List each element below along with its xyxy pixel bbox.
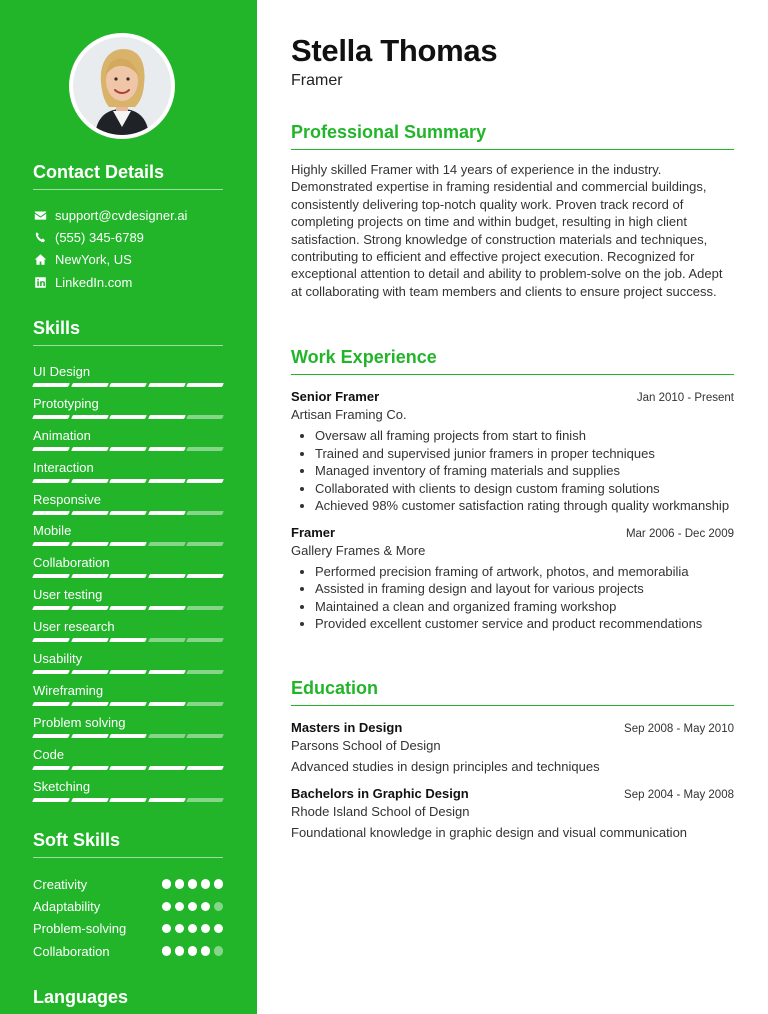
education-date: Sep 2008 - May 2010 xyxy=(624,723,734,735)
skill-level-segment xyxy=(148,574,185,578)
entry-org: Gallery Frames & More xyxy=(291,542,426,558)
rating-dot xyxy=(201,946,211,956)
skill-level-segment xyxy=(109,383,146,387)
contact-list xyxy=(33,204,223,293)
entry-date: Mar 2006 - Dec 2009 xyxy=(625,527,734,540)
rating-dot xyxy=(201,902,211,912)
skills-list xyxy=(33,363,223,809)
education-degree: Masters in Design xyxy=(291,720,403,735)
rating-dot xyxy=(175,924,185,934)
bullet-item: • Trained and supervised junior framers in proper techniques xyxy=(315,445,734,463)
skill-item xyxy=(33,650,223,682)
rating-dot xyxy=(214,879,224,889)
skill-level-segment xyxy=(71,702,108,706)
skill-level-segment xyxy=(109,574,146,578)
skill-item xyxy=(33,746,223,778)
skill-level-segment xyxy=(186,766,223,770)
soft-skill-label: Collaboration xyxy=(33,943,110,959)
soft-skill-rating xyxy=(162,924,224,934)
skill-level-segment xyxy=(186,638,223,642)
contact-heading: Contact Details xyxy=(33,162,223,190)
skill-level-segment xyxy=(148,798,185,802)
avatar-frame xyxy=(69,33,175,139)
skill-item xyxy=(33,395,223,427)
skill-level-segment xyxy=(32,511,69,515)
skill-level-segment xyxy=(71,798,108,802)
education-entry xyxy=(291,720,734,774)
skill-level-segment xyxy=(71,383,108,387)
rating-dot xyxy=(188,902,198,912)
skill-level-segment xyxy=(186,383,223,387)
skill-level-segment xyxy=(32,479,69,483)
bullet-item: • Managed inventory of framing materials and supplies xyxy=(315,462,734,480)
skill-level-segment xyxy=(148,383,185,387)
skill-level-bar xyxy=(33,447,223,451)
contact-linkedin-text: LinkedIn.com xyxy=(55,274,133,290)
skill-level-bar xyxy=(33,798,223,802)
skill-level-segment xyxy=(148,734,185,738)
skill-level-bar xyxy=(33,670,223,674)
skill-level-segment xyxy=(148,542,185,546)
skill-item xyxy=(33,554,223,586)
education-degree: Bachelors in Graphic Design xyxy=(291,786,469,801)
skill-item xyxy=(33,522,223,554)
skill-level-segment xyxy=(186,574,223,578)
soft-skill-label: Problem-solving xyxy=(33,921,127,937)
soft-skill-rating xyxy=(162,946,224,956)
rating-dot xyxy=(201,879,211,889)
candidate-name: Stella Thomas xyxy=(291,33,498,68)
skill-level-segment xyxy=(71,542,108,546)
skill-level-bar xyxy=(33,383,223,387)
skill-level-segment xyxy=(186,798,223,802)
skill-level-segment xyxy=(109,606,146,610)
rating-dot xyxy=(188,946,198,956)
experience-entry xyxy=(291,389,734,515)
skill-label: User research xyxy=(33,619,115,635)
skill-level-bar xyxy=(33,415,223,419)
skill-item xyxy=(33,427,223,459)
skill-level-segment xyxy=(109,415,146,419)
rating-dot xyxy=(175,879,185,889)
skill-level-segment xyxy=(32,415,69,419)
skill-label: Prototyping xyxy=(33,395,99,411)
skill-level-segment xyxy=(71,766,108,770)
skill-level-segment xyxy=(71,447,108,451)
skill-level-segment xyxy=(186,511,223,515)
skill-label: Animation xyxy=(33,427,91,443)
skill-level-segment xyxy=(186,734,223,738)
skill-item xyxy=(33,618,223,650)
languages-section xyxy=(33,987,223,1014)
rating-dot xyxy=(175,902,185,912)
skill-level-segment xyxy=(148,415,185,419)
education-section xyxy=(291,678,734,840)
skill-level-segment xyxy=(32,606,69,610)
skill-level-bar xyxy=(33,542,223,546)
skills-section xyxy=(33,318,223,809)
skill-item xyxy=(33,682,223,714)
skill-level-segment xyxy=(32,702,69,706)
soft-skills-heading: Soft Skills xyxy=(33,830,223,858)
education-desc: Advanced studies in design principles and techniques xyxy=(291,759,600,774)
skill-level-segment xyxy=(32,798,69,802)
skill-level-segment xyxy=(109,447,146,451)
skill-level-segment xyxy=(148,670,185,674)
rating-dot xyxy=(162,924,172,934)
contact-email[interactable] xyxy=(33,204,223,226)
skill-item xyxy=(33,586,223,618)
skill-level-bar xyxy=(33,766,223,770)
envelope-icon xyxy=(33,208,47,222)
rating-dot xyxy=(214,946,224,956)
skill-level-segment xyxy=(109,766,146,770)
contact-location xyxy=(33,249,223,271)
skill-level-segment xyxy=(148,447,185,451)
entry-role: Framer xyxy=(291,524,336,540)
skill-label: Code xyxy=(33,746,65,762)
bullet-item: • Performed precision framing of artwork, photos, and memorabilia xyxy=(315,563,734,581)
bullet-item: • Provided excellent customer service and product recommendations xyxy=(315,615,734,633)
soft-skill-label: Adaptability xyxy=(33,898,101,914)
entry-bullets xyxy=(291,563,734,633)
skill-level-segment xyxy=(32,766,69,770)
skill-label: Mobile xyxy=(33,523,72,539)
rating-dot xyxy=(175,946,185,956)
skill-level-bar xyxy=(33,511,223,515)
bullet-item: • Maintained a clean and organized framing workshop xyxy=(315,598,734,616)
contact-section xyxy=(33,162,223,293)
skill-item xyxy=(33,459,223,491)
skill-level-segment xyxy=(32,383,69,387)
entry-bullets xyxy=(291,427,734,515)
contact-phone[interactable] xyxy=(33,226,223,248)
education-school: Parsons School of Design xyxy=(291,738,441,753)
skill-level-segment xyxy=(186,542,223,546)
education-heading: Education xyxy=(291,678,734,706)
skill-level-bar xyxy=(33,734,223,738)
skill-level-segment xyxy=(71,511,108,515)
skill-level-segment xyxy=(32,670,69,674)
skill-level-segment xyxy=(71,415,108,419)
skill-level-bar xyxy=(33,638,223,642)
skill-level-segment xyxy=(71,479,108,483)
skill-level-segment xyxy=(186,479,223,483)
soft-skill-rating xyxy=(162,879,224,889)
bullet-item: • Achieved 98% customer satisfaction rating through quality workmanship xyxy=(315,497,734,515)
skill-level-segment xyxy=(109,511,146,515)
skill-level-segment xyxy=(32,734,69,738)
contact-location-text: NewYork, US xyxy=(55,252,132,268)
skills-heading: Skills xyxy=(33,318,223,346)
education-date: Sep 2004 - May 2008 xyxy=(624,789,734,801)
skill-item xyxy=(33,778,223,810)
rating-dot xyxy=(214,924,224,934)
skill-item xyxy=(33,491,223,523)
skill-label: Responsive xyxy=(33,491,101,507)
skill-label: Sketching xyxy=(33,778,91,794)
summary-heading: Professional Summary xyxy=(291,122,734,150)
bullet-item: • Oversaw all framing projects from start to finish xyxy=(315,427,734,445)
entry-org: Artisan Framing Co. xyxy=(291,407,407,422)
skill-level-segment xyxy=(148,702,185,706)
skill-level-segment xyxy=(109,479,146,483)
skill-level-segment xyxy=(71,574,108,578)
skill-level-segment xyxy=(32,638,69,642)
skill-level-segment xyxy=(71,606,108,610)
experience-heading: Work Experience xyxy=(291,347,734,375)
skill-level-bar xyxy=(33,479,223,483)
skill-label: Interaction xyxy=(33,459,94,475)
rating-dot xyxy=(162,902,172,912)
skill-level-segment xyxy=(109,702,146,706)
skill-level-segment xyxy=(71,670,108,674)
skill-level-segment xyxy=(148,766,185,770)
soft-skills-list xyxy=(33,873,223,962)
sidebar xyxy=(0,0,257,1014)
skill-level-segment xyxy=(32,574,69,578)
skill-level-segment xyxy=(186,415,223,419)
skill-level-bar xyxy=(33,606,223,610)
soft-skill-item xyxy=(33,895,223,917)
phone-icon xyxy=(33,230,47,244)
education-entry xyxy=(291,786,734,840)
rating-dot xyxy=(201,924,211,934)
home-icon xyxy=(33,253,47,267)
entry-date: Jan 2010 - Present xyxy=(636,392,734,404)
skill-level-segment xyxy=(148,479,185,483)
contact-phone-text: (555) 345-6789 xyxy=(55,229,144,245)
education-school: Rhode Island School of Design xyxy=(291,804,470,819)
rating-dot xyxy=(162,946,172,956)
skill-level-segment xyxy=(109,638,146,642)
linkedin-icon xyxy=(33,275,47,289)
contact-linkedin[interactable] xyxy=(33,271,223,293)
soft-skills-section xyxy=(33,830,223,962)
rating-dot xyxy=(214,902,224,912)
skill-level-segment xyxy=(186,606,223,610)
soft-skill-item xyxy=(33,940,223,962)
skill-level-segment xyxy=(71,734,108,738)
soft-skill-item xyxy=(33,873,223,895)
soft-skill-rating xyxy=(162,902,224,912)
skill-level-bar xyxy=(33,702,223,706)
skill-item xyxy=(33,714,223,746)
skill-level-segment xyxy=(186,670,223,674)
experience-entry xyxy=(291,525,734,633)
skill-level-bar xyxy=(33,574,223,578)
skill-item xyxy=(33,363,223,395)
skill-level-segment xyxy=(148,511,185,515)
contact-email-text: support@cvdesigner.ai xyxy=(55,207,188,223)
skill-label: Usability xyxy=(33,651,83,667)
skill-label: User testing xyxy=(33,587,103,603)
skill-level-segment xyxy=(148,638,185,642)
skill-label: Collaboration xyxy=(33,555,110,571)
languages-heading: Languages xyxy=(33,987,129,1007)
rating-dot xyxy=(188,879,198,889)
avatar xyxy=(73,37,171,135)
skill-level-segment xyxy=(148,606,185,610)
skill-level-segment xyxy=(32,542,69,546)
rating-dot xyxy=(188,924,198,934)
bullet-item: • Collaborated with clients to design custom framing solutions xyxy=(315,480,734,498)
education-desc: Foundational knowledge in graphic design and visual communication xyxy=(291,825,688,840)
skill-level-segment xyxy=(186,447,223,451)
skill-level-segment xyxy=(109,798,146,802)
bullet-item: • Assisted in framing design and layout for various projects xyxy=(315,580,734,598)
skill-level-segment xyxy=(32,447,69,451)
experience-section xyxy=(291,347,734,633)
entry-role: Senior Framer xyxy=(291,389,380,404)
rating-dot xyxy=(162,879,172,889)
soft-skill-item xyxy=(33,918,223,940)
skill-label: Wireframing xyxy=(33,682,104,698)
candidate-title: Framer xyxy=(291,72,343,89)
summary-section xyxy=(291,122,734,300)
skill-label: UI Design xyxy=(33,364,91,379)
skill-level-segment xyxy=(109,542,146,546)
skill-level-segment xyxy=(71,638,108,642)
soft-skill-label: Creativity xyxy=(33,876,88,892)
skill-level-segment xyxy=(109,670,146,674)
skill-label: Problem solving xyxy=(33,714,126,730)
summary-text: Highly skilled Framer with 14 years of experience in the industry. Demonstrated expertise in framing residential and commercial buildings, consistently delivering top-notch quality work. Proven track record of completing projects on time and within budget, resulting in high client satisfaction. Strong knowledge of construction materials and techniques, contributing to efficient and effective project execution. Recognized for exceptional attention to detail and ability to problem-solve on the job. Adept at collaborating with team members and clients to ensure project success. xyxy=(291,162,723,299)
skill-level-segment xyxy=(109,734,146,738)
skill-level-segment xyxy=(186,702,223,706)
